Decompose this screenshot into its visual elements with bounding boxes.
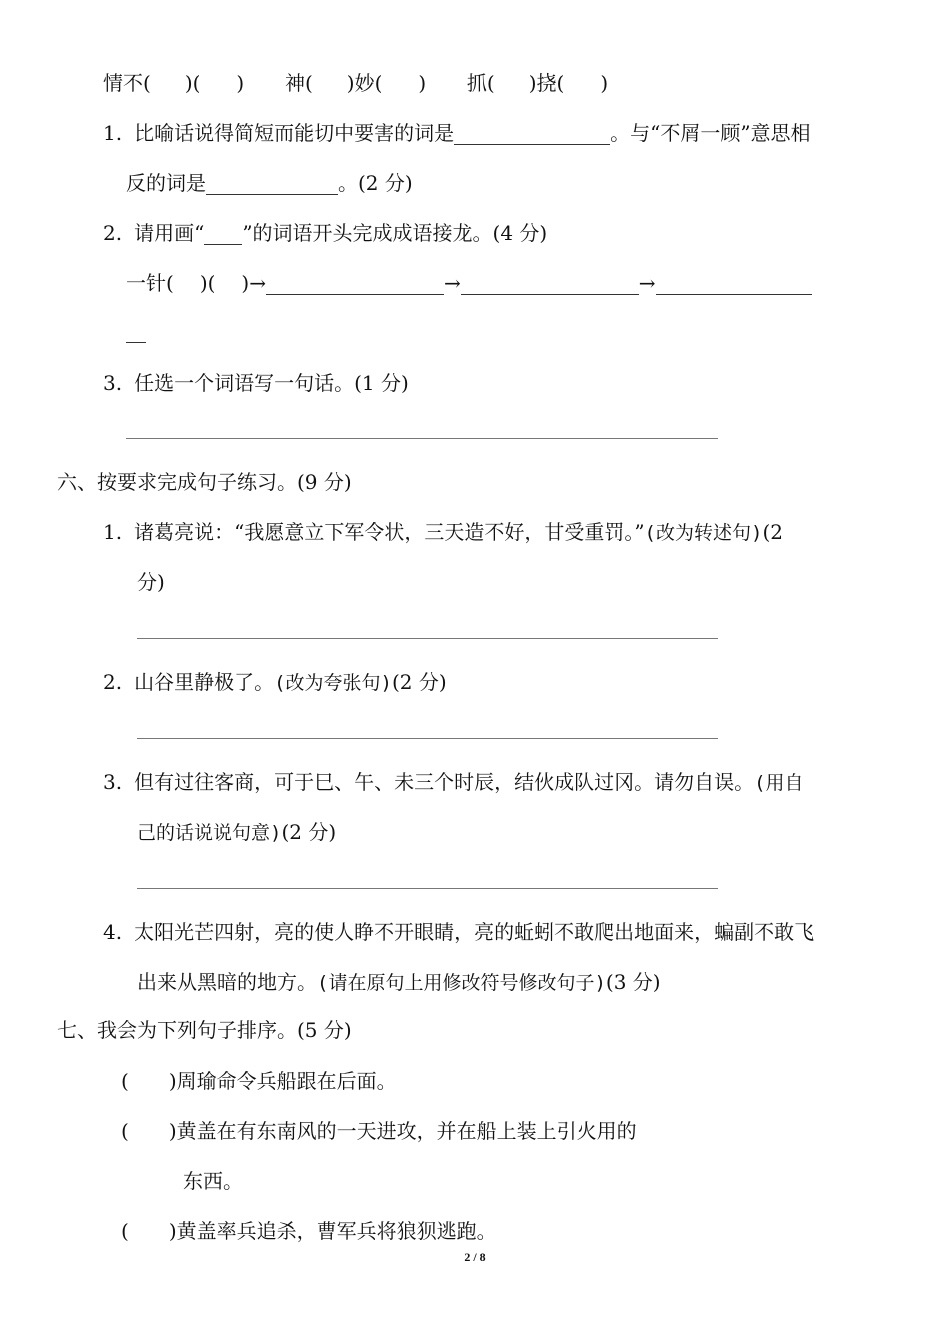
blank-word-3: 抓( )挠( ): [466, 71, 609, 95]
sec6-item-2: 2. 山谷里静极了。(改为夸张句)(2 分): [103, 670, 447, 694]
order-item-2: ( )黄盖在有东南风的一天进攻，并在船上装上引火用的: [121, 1119, 637, 1143]
sec6-item-4: 4. 太阳光芒四射，亮的使人睁不开眼睛，亮的蚯蚓不敢爬出地面来，蝙副不敢飞: [103, 920, 815, 944]
underline-mark: [204, 226, 242, 245]
answer-line-6-2[interactable]: [137, 738, 718, 739]
sec6-item-4-cont: 出来从黑暗的地方。(请在原句上用修改符号修改句子)(3 分): [137, 970, 661, 994]
question-2: 2. 请用画“ ”的词语开头完成成语接龙。(4 分): [103, 221, 548, 245]
order-blank-2[interactable]: (: [121, 1119, 129, 1143]
sec6-item-3-cont: 己的话说说句意)(2 分): [137, 820, 337, 844]
question-1-cont: 反的词是 。(2 分): [126, 171, 413, 195]
blank-word-1: 情不( )( ): [103, 71, 245, 95]
blank-word-2: 神( )妙( ): [284, 71, 427, 95]
page-number: 2 / 8: [464, 1250, 486, 1264]
chain-blank-2[interactable]: [461, 274, 639, 295]
chain-blank-4[interactable]: [126, 342, 146, 343]
section-7-title: 七、我会为下列句子排序。(5 分): [57, 1018, 352, 1042]
order-item-2-cont: 东西。: [183, 1169, 243, 1193]
idiom-chain: 一针( )( )→ → →: [126, 271, 812, 295]
sec6-item-1-cont: 分): [137, 570, 165, 594]
chain-blank-3[interactable]: [656, 274, 812, 295]
word-blank-row: [103, 71, 608, 95]
order-item-3: ( )黄盖率兵追杀，曹军兵将狼狈逃跑。: [121, 1219, 497, 1243]
section-6-title: 六、按要求完成句子练习。(9 分): [57, 470, 352, 494]
sec6-item-3: 3. 但有过往客商，可于巳、午、未三个时辰，结伙成队过冈。请勿自误。(用自: [103, 770, 804, 794]
order-blank-1[interactable]: (: [121, 1069, 129, 1093]
order-item-1: ( )周瑜命令兵船跟在后面。: [121, 1069, 397, 1093]
answer-blank-2[interactable]: [206, 174, 338, 195]
sec6-item-1: 1. 诸葛亮说：“我愿意立下军令状，三天造不好，甘受重罚。”(改为转述句)(2: [103, 520, 783, 544]
answer-blank-1[interactable]: [454, 124, 610, 145]
question-1: 1. 比喻话说得简短而能切中要害的词是 。与“不屑一顾”意思相: [103, 121, 811, 145]
question-3: 3. 任选一个词语写一句话。(1 分): [103, 371, 409, 395]
question-number: 1.: [103, 121, 123, 145]
answer-line-q3[interactable]: [126, 438, 718, 439]
chain-blank-1[interactable]: [266, 274, 444, 295]
answer-line-6-1[interactable]: [137, 638, 718, 639]
order-blank-3[interactable]: (: [121, 1219, 129, 1243]
answer-line-6-3[interactable]: [137, 888, 718, 889]
